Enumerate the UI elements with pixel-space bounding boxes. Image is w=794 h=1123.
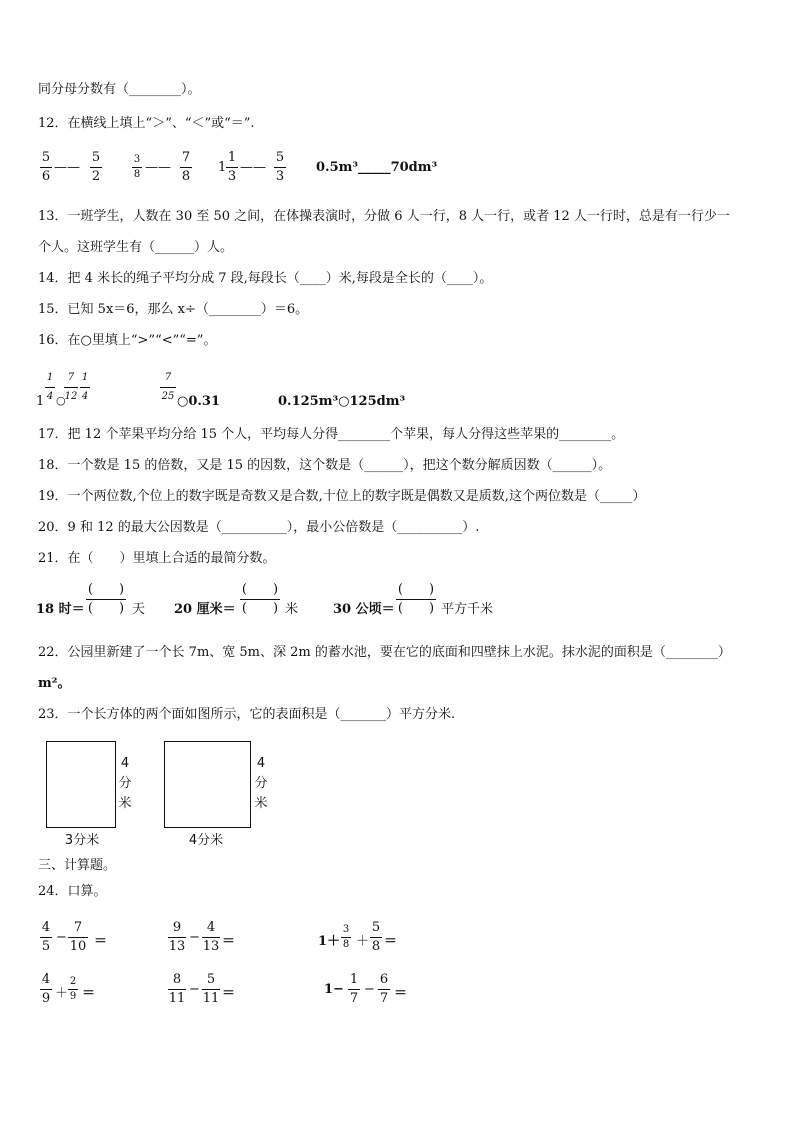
numerator: 3 [342,924,350,935]
denominator: 11 [202,991,220,1006]
equals: ＝ [394,986,408,1001]
fraction [90,150,102,185]
fraction [160,370,176,405]
numerator: 5 [41,150,51,165]
fraction [348,972,360,1007]
equals: ＝ [82,986,96,1001]
label-char: 4 [120,756,130,771]
question-15: 15．已知 5x＝6，那么 x÷（________）＝6。 [38,302,309,317]
denominator: 9 [69,991,77,1002]
numerator: 4 [41,920,51,935]
fraction [132,154,142,181]
rectangle-face-left [46,741,116,828]
denominator: 4 [81,391,89,402]
fraction [341,924,351,951]
fraction [226,150,238,185]
operator: − [189,982,200,997]
denominator: 7 [349,991,359,1006]
denominator: 3 [227,169,237,184]
question-22-cont: m²。 [38,676,71,691]
numerator: 1 [46,372,54,383]
denominator: 5 [41,939,51,954]
question-12: 12．在横线上填上“＞”、“＜”或“＝”. [38,116,255,131]
whole-number: 1 [218,160,227,175]
question-14: 14．把 4 米长的绳子平均分成 7 段,每段长（____）米,每段是全长的（____）。 [38,271,493,286]
numerator: 3 [133,154,141,165]
fraction [40,972,52,1007]
operator: − [56,930,67,945]
numerator-blank[interactable]: ( ) [241,582,279,597]
answer-fraction[interactable] [240,582,280,617]
intro-line: 同分母分数有（________）。 [38,82,201,97]
question-17: 17．把 12 个苹果平均分给 15 个人，平均每人分得________个苹果，每人分得这些苹果的________。 [38,427,625,442]
label-char: 4 [256,756,266,771]
fraction [168,920,186,955]
numerator-blank[interactable]: ( ) [397,582,435,597]
numerator: 1 [349,972,359,987]
numerator: 8 [172,972,182,987]
question-23: 23．一个长方体的两个面如图所示，它的表面积是（_______）平方分米. [38,707,456,722]
fraction [168,972,186,1007]
right-height-label [254,754,268,814]
denominator: 7 [379,991,389,1006]
operator: − [189,930,200,945]
fraction [80,370,90,405]
denominator-blank[interactable]: ( ) [87,601,125,616]
fraction [274,150,286,185]
numerator: 1 [227,150,237,165]
numerator: 7 [67,372,75,383]
denominator: 11 [168,991,186,1006]
denominator: 13 [168,939,186,954]
denominator: 8 [181,169,191,184]
convert-prefix: 20 厘米＝ [174,602,236,617]
denominator-blank[interactable]: ( ) [397,601,435,616]
label-char: 米 [118,796,132,811]
denominator-blank[interactable]: ( ) [241,601,279,616]
blank: —— [54,160,80,175]
numerator: 2 [69,976,77,987]
equals: ＝ [384,934,398,949]
question-22: 22．公园里新建了一个长 7m、宽 5m、深 2m 的蓄水池，要在它的底面和四壁抹上水泥。抹水泥的面积是（________） [38,645,731,660]
operator: ＋ [356,934,370,949]
question-18: 18．一个数是 15 的倍数，又是 15 的因数，这个数是（______），把这个数分解质因数（______）。 [38,458,612,473]
label-char: 分 [118,776,132,791]
operator: − [364,982,375,997]
denominator: 2 [91,169,101,184]
convert-unit: 米 [285,602,299,617]
equals: ＝ [222,986,236,1001]
unit-compare: 0.125m³○125dm³ [278,394,406,409]
convert-unit: 平方千米 [441,602,494,617]
denominator: 3 [275,169,285,184]
right-width-label: 4分米 [188,833,224,848]
question-19: 19．一个两位数,个位上的数字既是奇数又是合数,十位上的数字既是偶数又是质数,这个两位数是（_____） [38,489,646,504]
question-13: 13．一班学生，人数在 30 至 50 之间，在体操表演时，分做 6 人一行，8 人一行，或者 12 人一行时，总是有一行少一 [38,209,730,224]
denominator: 10 [69,939,87,954]
fraction [378,972,390,1007]
denominator: 9 [41,991,51,1006]
convert-prefix: 18 时＝ [36,602,85,617]
denominator: 12 [64,391,78,402]
answer-fraction[interactable] [86,582,126,617]
equals: ＝ [94,934,108,949]
numerator: 5 [275,150,285,165]
convert-prefix: 30 公顷＝ [333,602,395,617]
fraction [40,150,52,185]
question-21: 21．在（ ）里填上合适的最简分数。 [38,551,276,566]
left-height-label [118,754,132,814]
label-char: 米 [254,796,268,811]
expression-prefix: 1＋ [318,934,341,949]
unit-compare: 0.5m³_____70dm³ [316,160,438,175]
equals: ＝ [222,934,236,949]
fraction [68,920,88,955]
answer-fraction[interactable] [396,582,436,617]
label-char: 分 [254,776,268,791]
question-24: 24．口算。 [38,884,107,899]
fraction [180,150,192,185]
convert-unit: 天 [132,602,146,617]
fraction [40,920,52,955]
square-face-right [164,741,251,828]
denominator: 8 [342,939,350,950]
numerator: 5 [91,150,101,165]
denominator: 6 [41,169,51,184]
denominator: 8 [133,169,141,180]
operator: ＋ [55,986,69,1001]
numerator: 5 [371,920,381,935]
denominator: 8 [371,939,381,954]
fraction [202,920,220,955]
question-20: 20．9 和 12 的最大公因数是（__________），最小公倍数是（__________）. [38,520,480,535]
numerator: 7 [73,920,83,935]
numerator: 4 [41,972,51,987]
whole-number: 1 [36,394,45,409]
fraction [370,920,382,955]
fraction [202,972,220,1007]
fraction [64,370,78,405]
question-16: 16．在○里填上“>”“<”“=”。 [38,333,217,348]
numerator-blank[interactable]: ( ) [87,582,125,597]
numerator: 7 [181,150,191,165]
fraction [45,370,55,405]
fraction [68,976,78,1003]
section-heading: 三、计算题。 [38,858,117,873]
numerator: 6 [379,972,389,987]
expression-prefix: 1− [324,982,344,997]
left-width-label: 3分米 [64,833,100,848]
numerator: 5 [206,972,216,987]
compare-circle: ○ [56,394,66,407]
decimal-compare: ○0.31 [177,394,221,409]
numerator: 4 [206,920,216,935]
question-13-cont: 个人。这班学生有（______）人。 [38,240,234,255]
numerator: 9 [172,920,182,935]
numerator: 1 [81,372,89,383]
denominator: 25 [161,391,175,402]
numerator: 7 [164,372,172,383]
blank: —— [240,160,266,175]
blank: —— [145,160,171,175]
denominator: 4 [46,391,54,402]
denominator: 13 [202,939,220,954]
